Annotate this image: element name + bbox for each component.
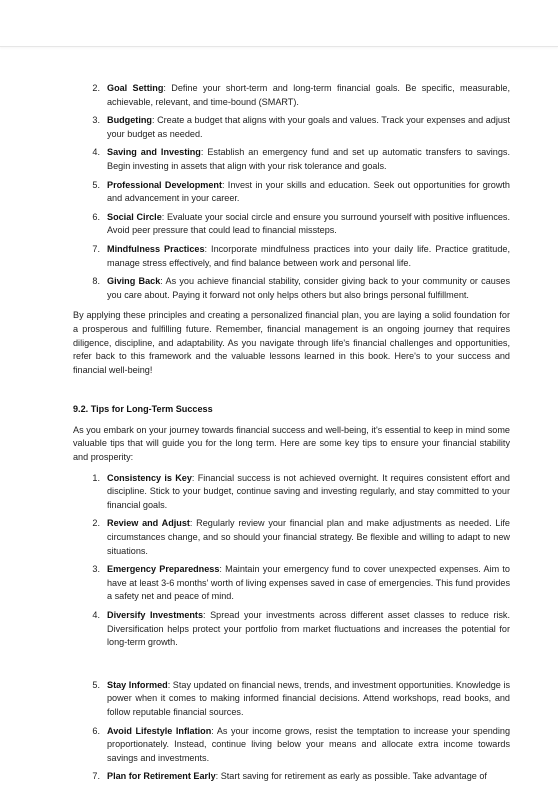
list-number: 4. [92, 610, 100, 620]
list-item [73, 114, 510, 141]
list-text [107, 82, 510, 109]
list-gap [73, 655, 510, 679]
list-number: 4. [92, 147, 100, 158]
principles-list [73, 82, 510, 302]
item-term: Plan for Retirement Early [107, 771, 216, 782]
item-term: Giving Back [107, 276, 161, 287]
tips-list-continued [73, 679, 510, 784]
list-text [107, 609, 510, 650]
list-number: 2. [92, 518, 100, 529]
item-description: : Establish an emergency fund and set up automatic transfers to savings. Begin investing in assets that align with your risk tolerance and goals. [107, 147, 510, 171]
list-text [107, 517, 510, 558]
list-text [107, 179, 510, 206]
item-term: Mindfulness Practices [107, 243, 205, 254]
list-item [73, 211, 510, 238]
list-number: 3. [92, 564, 100, 575]
item-description: : Stay updated on financial news, trends, and investment opportunities. Knowledge is power when it comes to making informed financial decisions. Attend workshops, read books, and follow reputable financial sources. [107, 679, 511, 717]
list-item [73, 563, 510, 604]
list-text [107, 114, 510, 141]
list-item [73, 725, 510, 766]
list-number: 7. [92, 771, 100, 782]
list-number: 5. [92, 679, 100, 690]
closing-paragraph: By applying these principles and creating a personalized financial plan, you are laying a solid foundation for a prosperous and fulfilling future. Remember, financial management is an ongoing journey that requires diligence, discipline, and adaptability. As you navigate through life's financial challenges and opportunities, refer back to this framework and the valuable lessons learned in this book. Here's to your success and financial well-being! [73, 310, 510, 375]
item-description: : Evaluate your social circle and ensure you surround yourself with positive influences. Avoid peer pressure that could lead to financial missteps. [107, 211, 511, 236]
list-text [107, 275, 510, 302]
item-term: Professional Development [107, 179, 222, 190]
list-text [107, 243, 510, 270]
document-page [73, 82, 510, 789]
item-description: : Invest in your skills and education. Seek out opportunities for growth and advancement in your career. [107, 179, 510, 204]
list-item [73, 243, 510, 270]
list-item [73, 770, 510, 784]
list-item [73, 472, 510, 513]
list-item [73, 179, 510, 206]
list-number: 6. [92, 725, 100, 736]
item-term: Emergency Preparedness [107, 564, 220, 575]
list-text [107, 725, 510, 766]
list-number: 7. [92, 243, 100, 254]
list-item [73, 517, 510, 558]
list-item [73, 275, 510, 302]
item-description: : Incorporate mindfulness practices into your daily life. Practice gratitude, manage stress effectively, and find balance between work and personal life. [107, 243, 510, 268]
list-number: 1. [92, 472, 100, 483]
item-term: Social Circle [107, 211, 162, 222]
viewer-top-bar [0, 0, 558, 47]
list-text [107, 563, 510, 604]
list-number: 8. [92, 276, 100, 287]
item-description: : As your income grows, resist the temptation to increase your spending proportionately. Instead, continue living below your means and allocate extra income towards savings and investments. [107, 725, 511, 763]
list-number: 6. [92, 211, 100, 222]
tips-list [73, 472, 510, 650]
list-text [107, 679, 510, 720]
item-description: : As you achieve financial stability, consider giving back to your community or causes you care about. Paying it forward not only helps others but also brings personal fulfillment. [107, 276, 510, 300]
item-description: : Define your short-term and long-term financial goals. Be specific, measurable, achievable, relevant, and time-bound (SMART). [107, 83, 510, 107]
item-description: : Create a budget that aligns with your goals and values. Track your expenses and adjust your budget as needed. [107, 115, 510, 139]
list-number: 2. [92, 83, 100, 93]
list-number: 3. [92, 115, 100, 126]
item-description: : Financial success is not achieved overnight. It requires consistent effort and discipline. Stick to your budget, continue saving and investing regularly, and stay committed to your financial goals. [107, 472, 510, 510]
list-item [73, 146, 510, 173]
item-term: Review and Adjust [107, 518, 190, 529]
list-text [107, 472, 510, 513]
item-term: Diversify Investments [107, 610, 204, 620]
item-term: Consistency is Key [107, 472, 192, 483]
list-text [107, 770, 510, 784]
item-description: : Regularly review your financial plan and make adjustments as needed. Life circumstances change, and so should your financial strategy. Be flexible and willing to adapt to new situations. [107, 518, 510, 556]
list-item [73, 82, 510, 109]
list-text [107, 146, 510, 173]
section-heading: 9.2. Tips for Long-Term Success [73, 404, 213, 415]
item-description: : Maintain your emergency fund to cover unexpected expenses. Aim to have at least 3-6 months' worth of living expenses saved in case of emergencies. This fund provides a safety net and peace of mind. [107, 564, 510, 602]
list-text [107, 211, 510, 238]
item-term: Saving and Investing [107, 147, 201, 158]
list-item [73, 609, 510, 650]
item-term: Goal Setting [107, 83, 164, 93]
list-item [73, 679, 510, 720]
list-number: 5. [92, 179, 100, 190]
item-term: Budgeting [107, 115, 152, 126]
item-description: : Start saving for retirement as early as possible. Take advantage of [215, 771, 487, 782]
item-description: : Spread your investments across different asset classes to reduce risk. Diversification helps protect your portfolio from market fluctuations and increases the potential for long-term growth. [107, 610, 511, 648]
item-term: Stay Informed [107, 679, 168, 690]
item-term: Avoid Lifestyle Inflation [107, 725, 212, 736]
section-intro: As you embark on your journey towards financial success and well-being, it's essential to keep in mind some valuable tips that will guide you for the long term. Here are some key tips to ensure your financial stability and prosperity: [73, 424, 510, 463]
